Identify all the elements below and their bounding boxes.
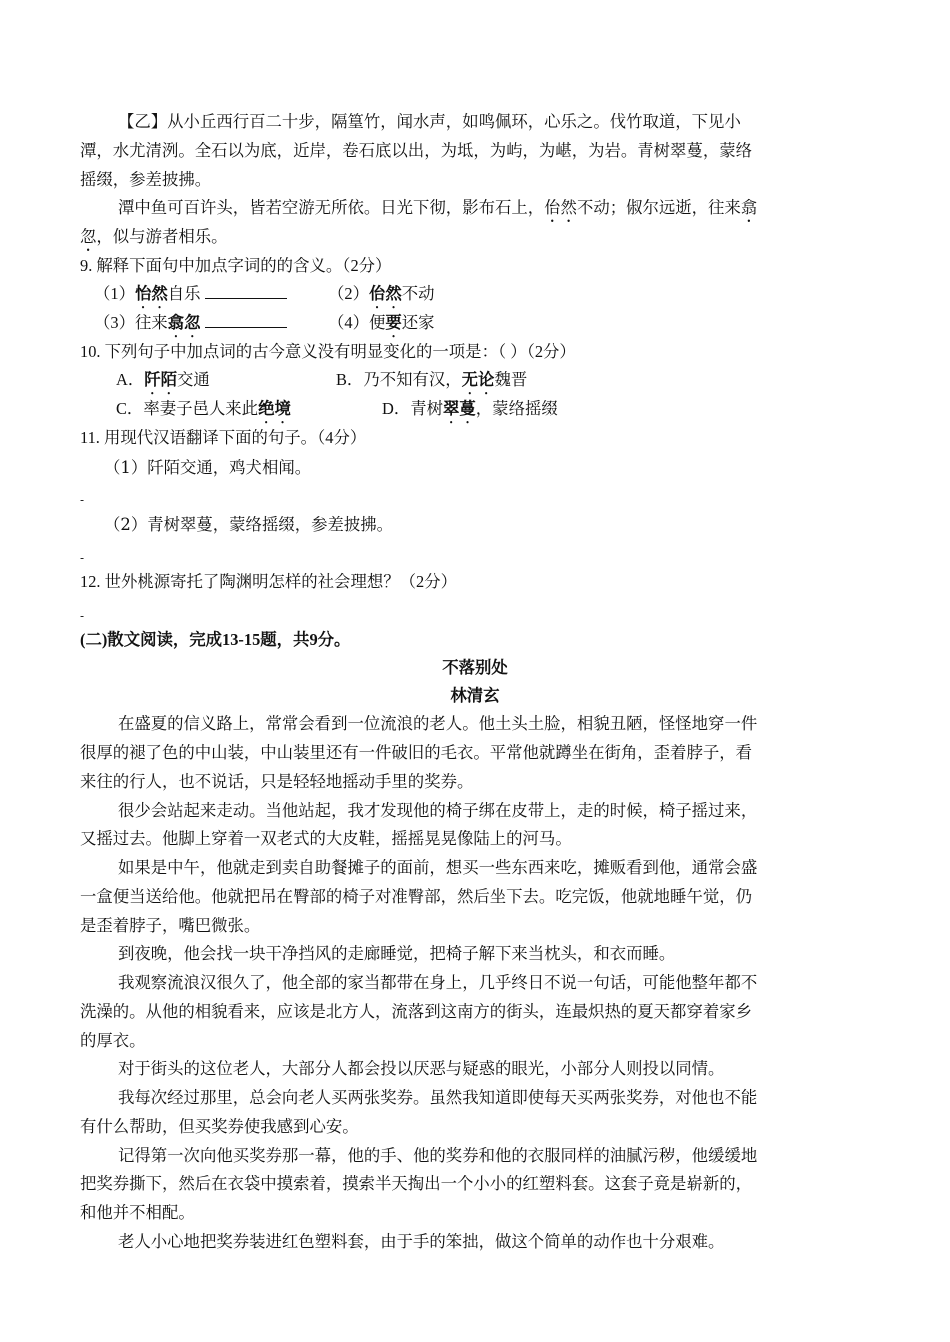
question-10-stem: 10. 下列句子中加点词的古今意义没有明显变化的一项是：（ ）（2分） bbox=[80, 342, 576, 361]
dotted-word: 阡陌 bbox=[144, 370, 178, 389]
question-10-option-d[interactable]: D．青树翠蔓，蒙络摇缀 bbox=[382, 399, 558, 418]
essay-line: 很厚的褪了色的中山装，中山装里还有一件破旧的毛衣。平常他就蹲坐在街角，歪着脖子，看 bbox=[80, 743, 753, 762]
passage-line: 潭，水尤清洌。全石以为底，近岸，卷石底以出，为坻，为屿，为嵁，为岩。青树翠蔓，蒙络 bbox=[80, 141, 753, 160]
essay-author: 林清玄 bbox=[450, 686, 500, 705]
dotted-word: 要 bbox=[385, 313, 402, 332]
answer-line-marker: - bbox=[80, 551, 85, 565]
answer-blank[interactable] bbox=[205, 313, 287, 328]
dotted-word: 翕 bbox=[740, 198, 758, 217]
essay-line: 很少会站起来走动。当他站起，我才发现他的椅子绑在皮带上，走的时候，椅子摇过来， bbox=[118, 801, 758, 820]
dotted-word: 佁然 bbox=[368, 284, 402, 303]
question-9-item-4: （4）便要还家 bbox=[328, 313, 435, 332]
question-9-item-2: （2）佁然不动 bbox=[328, 284, 435, 303]
essay-line: 我观察流浪汉很久了，他全部的家当都带在身上，几乎终日不说一句话，可能他整年都不 bbox=[118, 973, 758, 992]
dotted-word: 无论 bbox=[461, 370, 495, 389]
passage-label: 【乙】 bbox=[118, 112, 168, 131]
question-11-stem: 11. 用现代汉语翻译下面的句子。（4分） bbox=[80, 428, 367, 447]
answer-line-marker: - bbox=[80, 609, 85, 623]
essay-line: 的厚衣。 bbox=[80, 1031, 146, 1050]
essay-line: 来往的行人，也不说话，只是轻轻地摇动手里的奖券。 bbox=[80, 772, 474, 791]
passage-line: 【乙】从小丘西行百二十步，隔篁竹，闻水声，如鸣佩环，心乐之。伐竹取道，下见小 bbox=[118, 112, 741, 131]
essay-line: 有什么帮助，但买奖券使我感到心安。 bbox=[80, 1117, 359, 1136]
essay-line: 一盒便当送给他。他就把吊在臀部的椅子对准臀部，然后坐下去。吃完饭，他就地睡午觉，仍 bbox=[80, 887, 753, 906]
essay-line: 在盛夏的信义路上，常常会看到一位流浪的老人。他土头土脸，相貌丑陋，怪怪地穿一件 bbox=[118, 714, 758, 733]
passage-line: 忽，似与游者相乐。 bbox=[80, 227, 228, 246]
dotted-word: 佁然 bbox=[544, 198, 577, 217]
question-12-stem: 12. 世外桃源寄托了陶渊明怎样的社会理想？（2分） bbox=[80, 572, 457, 591]
section-heading: (二)散文阅读，完成13-15题，共9分。 bbox=[80, 630, 351, 649]
passage-line: 潭中鱼可百许头，皆若空游无所依。日光下彻，影布石上，佁然不动；俶尔远逝，往来翕 bbox=[118, 198, 758, 217]
question-9-stem: 9. 解释下面句中加点字词的的含义。（2分） bbox=[80, 256, 392, 275]
answer-line-marker: - bbox=[80, 493, 85, 507]
dotted-word: 忽 bbox=[80, 227, 97, 246]
question-9-item-3: （3）往来翕忽 bbox=[94, 313, 291, 341]
answer-blank[interactable] bbox=[205, 284, 287, 299]
question-10-option-b[interactable]: B．乃不知有汉，无论魏晋 bbox=[336, 370, 528, 389]
passage-line: 摇缀，参差披拂。 bbox=[80, 170, 212, 189]
essay-line: 如果是中午，他就走到卖自助餐摊子的面前，想买一些东西来吃，摊贩看到他，通常会盛 bbox=[118, 858, 758, 877]
essay-line: 到夜晚，他会找一块干净挡风的走廊睡觉，把椅子解下来当枕头，和衣而睡。 bbox=[118, 944, 676, 963]
question-9-item-1: （1）怡然自乐 bbox=[94, 284, 291, 312]
dotted-word: 翠蔓 bbox=[443, 399, 476, 418]
essay-line: 是歪着脖子，嘴巴微张。 bbox=[80, 916, 261, 935]
question-11-sentence-2: （2）青树翠蔓，蒙络摇缀，参差披拂。 bbox=[104, 515, 394, 534]
essay-line: 把奖券撕下，然后在衣袋中摸索着，摸索半天掏出一个小小的红塑料套。这套子竟是崭新的， bbox=[80, 1174, 753, 1193]
dotted-word: 怡然 bbox=[134, 284, 168, 303]
essay-line: 我每次经过那里，总会向老人买两张奖券。虽然我知道即使每天买两张奖券，对他也不能 bbox=[118, 1088, 758, 1107]
question-10-option-a[interactable]: A．阡陌交通 bbox=[116, 370, 210, 389]
essay-line: 和他并不相配。 bbox=[80, 1203, 195, 1222]
essay-line: 对于街头的这位老人，大部分人都会投以厌恶与疑惑的眼光，小部分人则投以同情。 bbox=[118, 1059, 725, 1078]
question-10-option-c[interactable]: C．率妻子邑人来此绝境 bbox=[116, 399, 291, 418]
question-11-sentence-1: （1）阡陌交通，鸡犬相闻。 bbox=[104, 458, 312, 477]
dotted-word: 绝境 bbox=[258, 399, 291, 418]
dotted-word: 翕忽 bbox=[167, 313, 201, 332]
essay-line: 老人小心地把奖券装进红色塑料套，由于手的笨拙，做这个简单的动作也十分艰难。 bbox=[118, 1232, 725, 1251]
essay-line: 又摇过去。他脚上穿着一双老式的大皮鞋，摇摇晃晃像陆上的河马。 bbox=[80, 829, 572, 848]
essay-title: 不落别处 bbox=[442, 658, 508, 677]
essay-line: 记得第一次向他买奖券那一幕，他的手、他的奖券和他的衣服同样的油腻污秽，他缓缓地 bbox=[118, 1146, 758, 1165]
essay-line: 洗澡的。从他的相貌看来，应该是北方人，流落到这南方的街头，连最炽热的夏天都穿着家乡 bbox=[80, 1002, 753, 1021]
